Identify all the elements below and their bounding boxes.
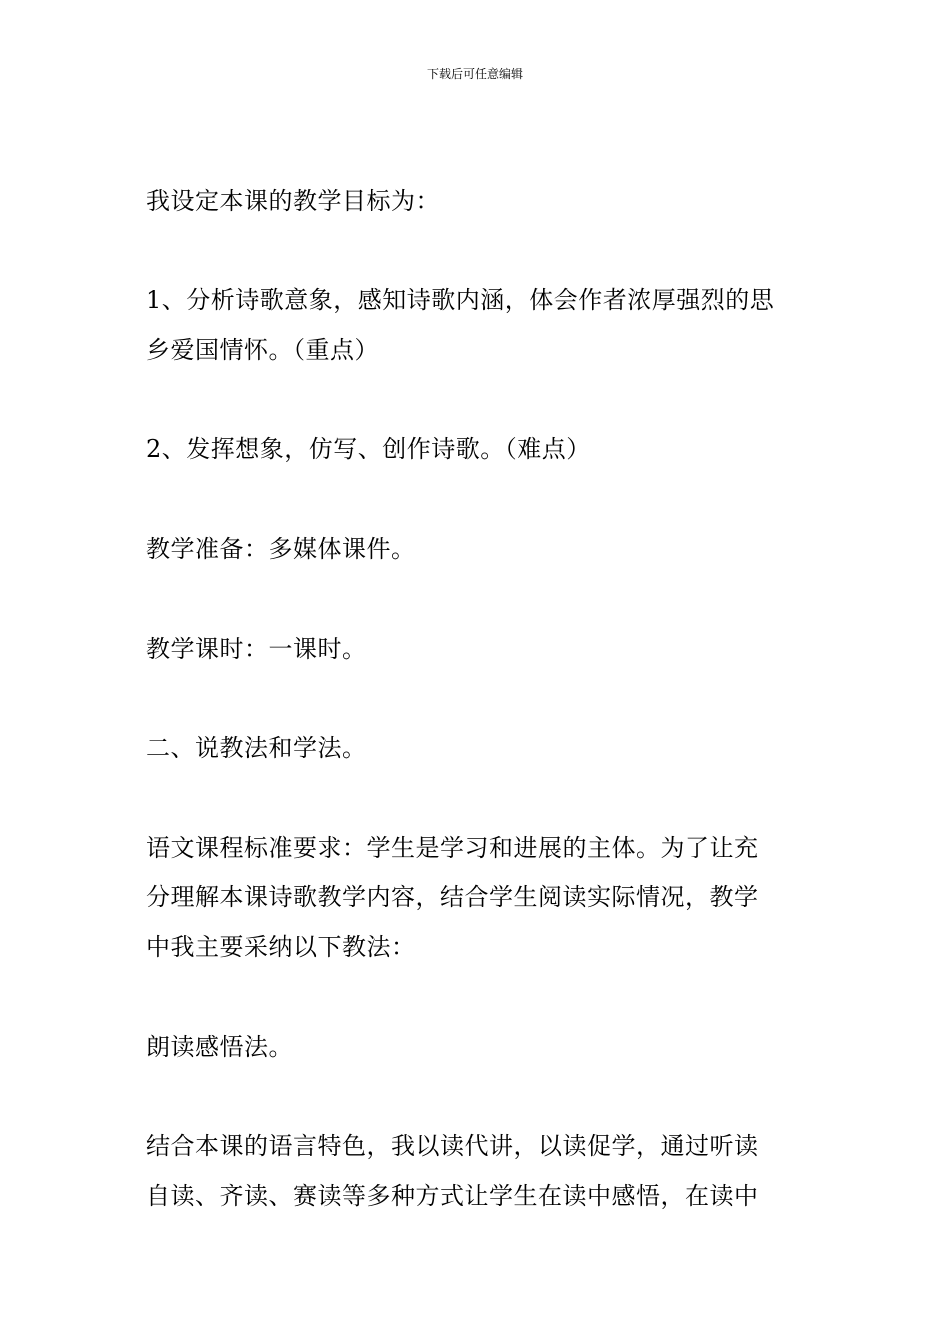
- text-line-objective-1a: 1、分析诗歌意象，感知诗歌内涵，体会作者浓厚强烈的思: [146, 286, 775, 314]
- text-line-method-a: 结合本课的语言特色，我以读代讲，以读促学，通过听读: [146, 1132, 759, 1160]
- text-line-objective-2: 2、发挥想象，仿写、创作诗歌。（难点）: [146, 435, 591, 463]
- text-line-standard-c: 中我主要采纳以下教法：: [146, 933, 416, 961]
- text-line-objectives-intro: 我设定本课的教学目标为：: [146, 187, 440, 215]
- text-line-standard-b: 分理解本课诗歌教学内容，结合学生阅读实际情况，教学: [146, 883, 759, 911]
- text-line-objective-1b: 乡爱国情怀。（重点）: [146, 336, 379, 364]
- text-line-method-b: 自读、齐读、赛读等多种方式让学生在读中感悟，在读中: [146, 1182, 759, 1210]
- text-line-method-title: 朗读感悟法。: [146, 1033, 293, 1061]
- text-line-standard-a: 语文课程标准要求：学生是学习和进展的主体。为了让充: [146, 834, 759, 862]
- text-line-preparation: 教学准备：多媒体课件。: [146, 535, 416, 563]
- text-line-class-hours: 教学课时：一课时。: [146, 635, 367, 663]
- page-header-note: 下载后可任意编辑: [426, 67, 523, 81]
- text-line-section-heading: 二、说教法和学法。: [146, 734, 367, 762]
